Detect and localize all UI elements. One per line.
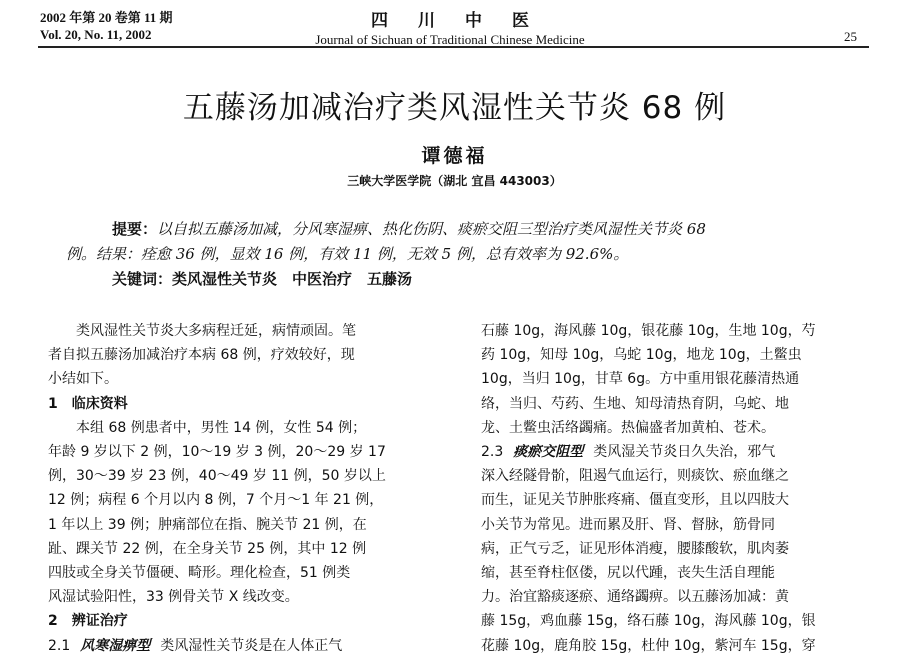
body-line: 而生，证见关节肿胀疼痛、僵直变形，且以四肢大 [481,492,789,509]
journal-name [300,6,600,48]
abstract-label: 提要： [112,220,158,238]
body-line: 例，30～39 岁 23 例，40～49 岁 11 例，50 岁以上 [48,468,386,485]
body-line: 花藤 10g，鹿角胶 15g，杜仲 10g，紫河车 15g，穿 [481,637,816,654]
subsection-number: 2.1 [48,637,71,654]
journal-name-en: Journal of Sichuan of Traditional Chinese Medicine [315,32,585,47]
body-line: 深入经隧骨骱，阻遏气血运行，则痰饮、瘀血继之 [481,468,789,485]
author-name: 谭德福 [421,145,488,167]
abstract [66,217,866,292]
section-heading-2 [48,609,448,633]
journal-name-cn: 四川中医 [371,11,559,31]
section-number: 1 [48,395,58,412]
section-title: 临床资料 [71,395,128,412]
body-line: 四肢或全身关节僵硬、畸形。理化检查，51 例类 [48,565,351,582]
header-rule [38,46,869,48]
subsection-text: 类风湿性关节炎是在人体正气 [160,637,343,654]
issue-cn: 2002 年第 20 卷第 11 期 [40,10,173,25]
issue-en: Vol. 20, No. 11, 2002 [40,27,152,42]
body-line: 趾、踝关节 22 例，在全身关节 25 例，其中 12 例 [48,540,367,557]
keywords [112,267,866,292]
body-line: 石藤 10g，海风藤 10g，银花藤 10g，生地 10g，芍 [481,323,816,339]
section-number: 2 [48,613,58,630]
body-line: 小关节为常见。进而累及肝、肾、督脉，筋骨同 [481,516,775,533]
body-line: 年龄 9 岁以下 2 例，10～19 岁 3 例，20～29 岁 17 [48,444,386,461]
subsection-name: 痰瘀交阻型 [513,444,584,461]
article-title: 五藤汤加减治疗类风湿性关节炎 68 例 [182,90,727,126]
right-column [481,319,879,658]
keywords-label: 关键词： [112,270,173,288]
body-line: 药 10g，知母 10g，乌蛇 10g，地龙 10g，土鳖虫 [481,347,802,364]
left-column [48,319,448,658]
abstract-text-1: 以自拟五藤汤加减，分风寒湿痹、热化伤阴、痰瘀交阻三型治疗类风湿性关节炎 68 [157,220,706,238]
abstract-line-2: 例。结果：痊愈 36 例，显效 16 例，有效 11 例，无效 5 例，总有效率为 92.6%。 [66,245,629,263]
subsection-2-3 [481,440,879,464]
body-line: 1 年以上 39 例；肿痛部位在指、腕关节 21 例，在 [48,516,367,533]
body-line: 病，正气亏乏，证见形体消瘦，腰膝酸软，肌肉萎 [481,540,789,557]
body-line: 络，当归、芍药、生地、知母清热育阴，乌蛇、地 [481,395,789,412]
body-line: 藤 15g，鸡血藤 15g，络石藤 10g，海风藤 10g，银 [481,613,816,630]
body-line: 龙、土鳖虫活络蠲痛。热偏盛者加黄柏、苍术。 [481,419,775,436]
body-line: 10g，当归 10g，甘草 6g。方中重用银花藤清热通 [481,371,800,388]
intro-line: 类风湿性关节炎大多病程迁延，病情顽固。笔 [76,323,356,339]
body-line: 12 例；病程 6 个月以内 8 例，7 个月～1 年 21 例， [48,492,384,509]
intro-line: 小结如下。 [48,371,118,388]
author-affiliation: 三峡大学医学院（湖北 宜昌 443003） [347,174,562,188]
body-line: 缩，甚至脊柱伛偻，尻以代踵，丧失生活自理能 [481,565,775,582]
section-title: 辨证治疗 [71,613,128,630]
body-line: 力。治宜豁痰逐瘀、通络蠲痹。以五藤汤加减：黄 [481,589,789,606]
subsection-2-1 [48,634,448,658]
page-number: 25 [844,29,857,44]
intro-line: 者自拟五藤汤加减治疗本病 68 例，疗效较好，现 [48,347,355,364]
abstract-line-1 [66,217,866,242]
keywords-text: 类风湿性关节炎 中医治疗 五藤汤 [172,270,413,288]
section-heading-1 [48,392,448,416]
body-line: 本组 68 例患者中，男性 14 例，女性 54 例； [76,419,367,436]
body-line: 风湿试验阳性，33 例骨关节 X 线改变。 [48,589,299,606]
subsection-number: 2.3 [481,444,504,461]
page-header [0,0,909,48]
issue-info [40,9,173,43]
subsection-text: 类风湿关节炎日久失治，邪气 [593,444,776,461]
subsection-name: 风寒湿痹型 [80,637,151,654]
